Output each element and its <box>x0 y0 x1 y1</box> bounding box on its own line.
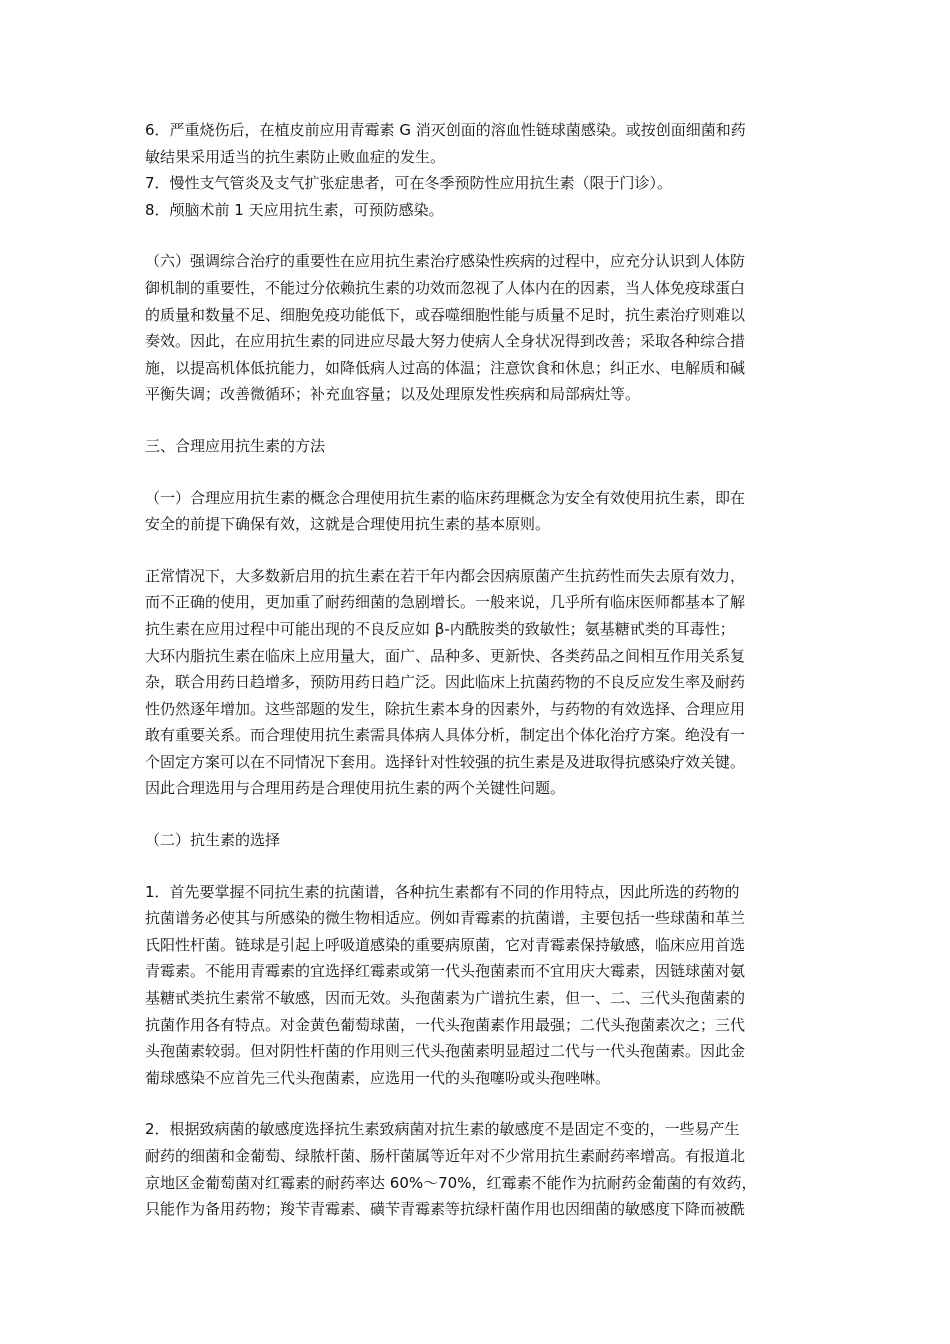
section-heading-3 <box>145 433 815 460</box>
text-line: 头孢菌素较弱。但对阴性杆菌的作用则三代头孢菌素明显超过二代与一代头孢菌素。因此金 <box>145 1042 746 1061</box>
text-line: 6．严重烧伤后，在植皮前应用青霉素 G 消灭创面的溶血性链球菌感染。或按创面细菌和药 <box>145 121 746 139</box>
normal-conditions-paragraph <box>145 563 815 802</box>
paragraph-gap <box>145 460 815 485</box>
point-2-paragraph <box>145 1116 815 1222</box>
text-line: （一）合理应用抗生素的概念合理使用抗生素的临床药理概念为安全有效使用抗生素，即在 <box>145 488 746 507</box>
text-line: 敏结果采用适当的抗生素防止败血症的发生。 <box>145 147 446 166</box>
paragraph-gap <box>145 854 815 879</box>
text-line: 基糖甙类抗生素常不敏感，因而无效。头孢菌素为广谱抗生素，但一、二、三代头孢菌素的 <box>145 989 746 1008</box>
text-line: （六）强调综合治疗的重要性在应用抗生素治疗感染性疾病的过程中，应充分认识到人体防 <box>145 252 746 271</box>
item-7-paragraph <box>145 170 815 197</box>
section-3-1-paragraph <box>145 485 815 538</box>
text-line: 因此合理选用与合理用药是合理使用抗生素的两个关键性问题。 <box>145 779 566 798</box>
section-6-paragraph <box>145 248 815 408</box>
text-line: 氏阳性杆菌。链球是引起上呼吸道感染的重要病原菌，它对青霉素保持敏感，临床应用首选 <box>145 935 746 954</box>
text-line: 平衡失调；改善微循环；补充血容量；以及处理原发性疾病和局部病灶等。 <box>145 385 641 404</box>
text-line: 抗生素在应用过程中可能出现的不良反应如 β-内酰胺类的致敏性；氨基糖甙类的耳毒性； <box>145 619 735 638</box>
text-line: 青霉素。不能用青霉素的宜选择红霉素或第一代头孢菌素而不宜用庆大霉素，因链球菌对氨 <box>145 962 746 981</box>
text-line: 奏效。因此，在应用抗生素的同进应尽最大努力使病人全身状况得到改善；采取各种综合措 <box>145 332 746 351</box>
text-line: 8．颅脑术前 1 天应用抗生素，可预防感染。 <box>145 200 444 219</box>
paragraph-gap <box>145 408 815 433</box>
text-line: 抗菌谱务必使其与所感染的微生物相适应。例如青霉素的抗菌谱，主要包括一些球菌和革兰 <box>145 909 746 928</box>
point-1-paragraph <box>145 879 815 1092</box>
text-line: 敢有重要关系。而合理使用抗生素需具体病人具体分析，制定出个体化治疗方案。绝没有一 <box>145 726 746 745</box>
item-8-paragraph <box>145 197 815 224</box>
text-line: 大环内脂抗生素在临床上应用量大，面广、品种多、更新快、各类药品之间相互作用关系复 <box>145 646 746 665</box>
paragraph-gap <box>145 802 815 827</box>
heading-line: （二）抗生素的选择 <box>145 831 281 850</box>
text-line: 2．根据致病菌的敏感度选择抗生素致病菌对抗生素的敏感度不是固定不变的，一些易产生 <box>145 1120 740 1139</box>
section-3-2-heading <box>145 827 815 854</box>
text-line: 抗菌作用各有特点。对金黄色葡萄球菌，一代头孢菌素作用最强；二代头孢菌素次之；三代 <box>145 1015 746 1034</box>
text-line: 施，以提高机体低抗能力，如降低病人过高的体温；注意饮食和休息；纠正水、电解质和碱 <box>145 358 746 377</box>
text-line: 个固定方案可以在不同情况下套用。选择针对性较强的抗生素是及进取得抗感染疗效关键。 <box>145 752 746 771</box>
text-line: 御机制的重要性，不能过分依赖抗生素的功效而忽视了人体内在的因素，当人体免疫球蛋白 <box>145 278 746 297</box>
text-line: 京地区金葡萄菌对红霉素的耐药率达 60%～70%，红霉素不能作为抗耐药金葡菌的有效药， <box>145 1173 757 1192</box>
text-line: 耐药的细菌和金葡萄、绿脓杆菌、肠杆菌属等近年对不少常用抗生素耐药率增高。有报道北 <box>145 1147 746 1165</box>
paragraph-gap <box>145 538 815 563</box>
text-line: 安全的前提下确保有效，这就是合理使用抗生素的基本原则。 <box>145 515 551 534</box>
item-6-paragraph <box>145 117 815 170</box>
text-line: 只能作为备用药物；羧苄青霉素、磺苄青霉素等抗绿杆菌作用也因细菌的敏感度下降而被酰 <box>145 1200 746 1219</box>
text-line: 正常情况下，大多数新启用的抗生素在若干年内都会因病原菌产生抗药性而失去原有效力， <box>145 566 746 585</box>
text-line: 7．慢性支气管炎及支气扩张症患者，可在冬季预防性应用抗生素（限于门诊）。 <box>145 174 673 193</box>
text-line: 的质量和数量不足、细胞免疫功能低下，或吞噬细胞性能与质量不足时，抗生素治疗则难以 <box>145 305 746 324</box>
paragraph-gap <box>145 1091 815 1116</box>
document-page <box>145 117 815 1223</box>
text-line: 杂，联合用药日趋增多，预防用药日趋广泛。因此临床上抗菌药物的不良反应发生率及耐药 <box>145 673 746 692</box>
heading-line: 三、合理应用抗生素的方法 <box>145 436 326 455</box>
text-line: 而不正确的使用，更加重了耐药细菌的急剧增长。一般来说，几乎所有临床医师都基本了解 <box>145 593 746 612</box>
text-line: 性仍然逐年增加。这些部题的发生，除抗生素本身的因素外，与药物的有效选择、合理应用 <box>145 699 746 718</box>
paragraph-gap <box>145 223 815 248</box>
text-line: 葡球感染不应首先三代头孢菌素，应选用一代的头孢噻吩或头孢唑啉。 <box>145 1068 611 1087</box>
text-line: 1．首先要掌握不同抗生素的抗菌谱，各种抗生素都有不同的作用特点，因此所选的药物的 <box>145 882 740 901</box>
